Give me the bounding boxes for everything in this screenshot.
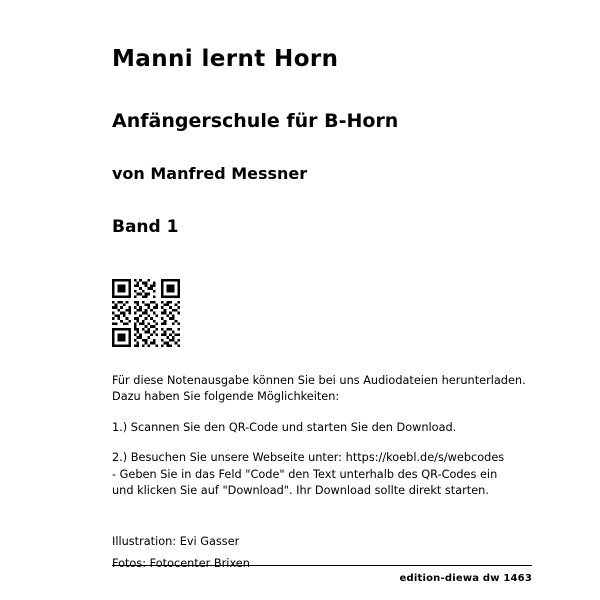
- credits-block: [112, 531, 532, 574]
- qr-code-icon: [112, 279, 180, 347]
- footer-divider: [112, 565, 532, 566]
- page-title: Manni lernt Horn: [112, 46, 339, 72]
- credit-illustration: Illustration: Evi Gasser: [112, 535, 240, 549]
- footer-edition-code: edition-diewa dw 1463: [399, 573, 532, 584]
- qr-code-container: [112, 279, 532, 347]
- option-2-line-3: und klicken Sie auf "Download". Ihr Download sollte direkt starten.: [112, 483, 489, 497]
- credit-photos: Fotos: Fotocenter Brixen: [112, 556, 250, 570]
- page-subtitle: Anfängerschule für B-Horn: [112, 110, 399, 132]
- intro-line-2: Dazu haben Sie folgende Möglichkeiten:: [112, 390, 340, 404]
- author-line: von Manfred Messner: [112, 164, 308, 183]
- option-2-line-1: 2.) Besuchen Sie unsere Webseite unter: https://koebl.de/s/webcodes: [112, 451, 505, 465]
- volume-label: Band 1: [112, 217, 179, 237]
- intro-line-1: Für diese Notenausgabe können Sie bei uns Audiodateien herunterladen.: [112, 374, 526, 387]
- option-1: 1.) Scannen Sie den QR-Code und starten Sie den Download.: [112, 420, 457, 434]
- document-content: [112, 40, 532, 574]
- download-instructions: [112, 373, 532, 499]
- option-2-line-2: - Geben Sie in das Feld "Code" den Text unterhalb des QR-Codes ein: [112, 467, 498, 481]
